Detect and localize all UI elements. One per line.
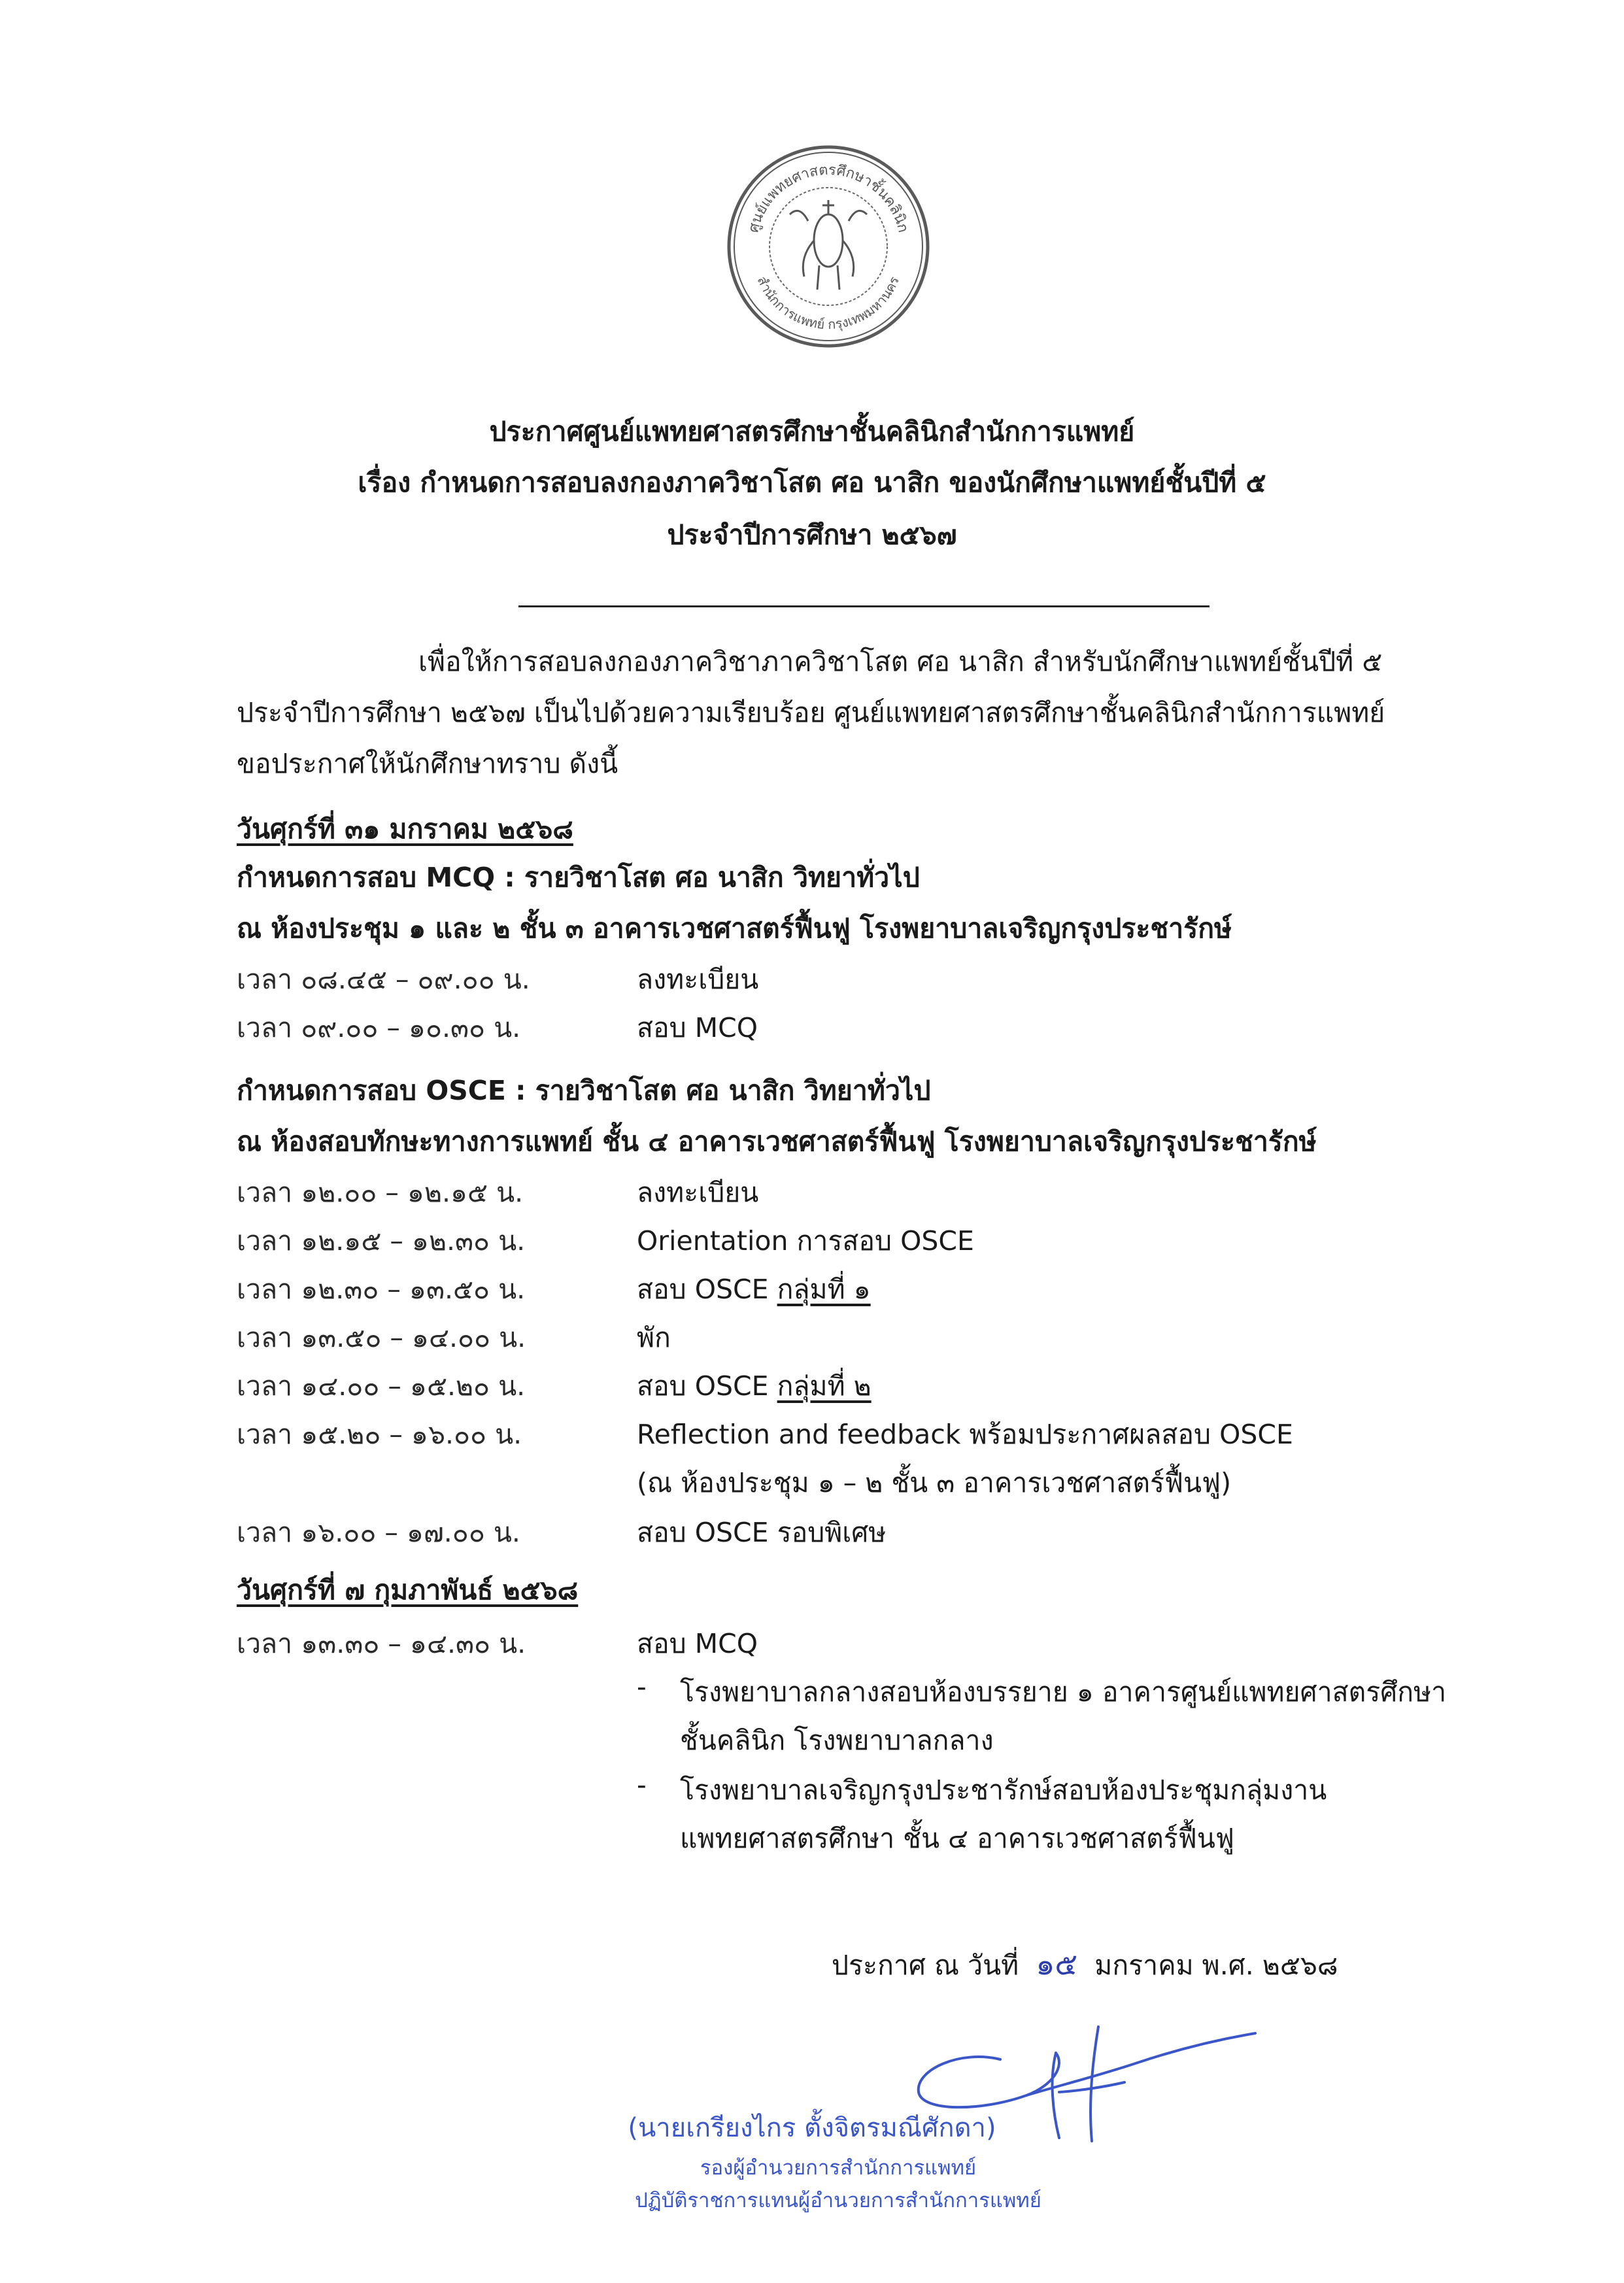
time-range: เวลา ๑๕.๒๐ – ๑๖.๐๐ น.	[237, 1419, 522, 1450]
schedule-row	[237, 1317, 1544, 1356]
announcement-subject: เรื่อง กำหนดการสอบลงกองภาควิชาโสต ศอ นาสิก ของนักศึกษาแพทย์ชั้นปีที่ ๕	[358, 467, 1266, 498]
svg-text:สำนักการแพทย์ กรุงเทพมหานคร: สำนักการแพทย์ กรุงเทพมหานคร	[754, 273, 903, 333]
activity: สอบ OSCE	[637, 1274, 769, 1305]
schedule-row	[237, 1623, 1544, 1662]
mcq-schedule-title: กำหนดการสอบ MCQ : รายวิชาโสต ศอ นาสิก วิทยาทั่วไป	[237, 862, 920, 893]
announcement-title: ประกาศศูนย์แพทยศาสตรศึกษาชั้นคลินิกสำนักการแพทย์	[489, 416, 1135, 447]
activity: สอบ OSCE	[637, 1370, 769, 1402]
seal-logo	[724, 143, 932, 350]
bullet-dash: -	[637, 1671, 647, 1702]
exam-group: กลุ่มที่ ๒	[777, 1370, 871, 1402]
intro-line-1: เพื่อให้การสอบลงกองภาควิชาภาควิชาโสต ศอ นาสิก สำหรับนักศึกษาแพทย์ชั้นปีที่ ๕	[418, 646, 1383, 677]
signer-name: (นายเกรียงไกร ตั้งจิตรมณีศักดา)	[628, 2113, 996, 2143]
time-range: เวลา ๑๖.๐๐ – ๑๗.๐๐ น.	[237, 1517, 520, 1548]
exam-site-line: โรงพยาบาลเจริญกรุงประชารักษ์สอบห้องประชุมกลุ่มงาน	[680, 1774, 1327, 1806]
activity: พัก	[637, 1322, 671, 1353]
exam-site-line: แพทยศาสตรศึกษา ชั้น ๔ อาคารเวชศาสตร์ฟื้นฟู	[680, 1823, 1234, 1854]
day1-date-heading: วันศุกร์ที่ ๓๑ มกราคม ๒๕๖๘	[237, 813, 573, 845]
exam-site-line: ชั้นคลินิก โรงพยาบาลกลาง	[680, 1725, 994, 1756]
exam-group: กลุ่มที่ ๑	[777, 1274, 871, 1305]
announcement-prefix: ประกาศ ณ วันที่	[832, 1950, 1019, 1981]
academic-year: ประจำปีการศึกษา ๒๕๖๗	[667, 519, 957, 550]
intro-line-2: ประจำปีการศึกษา ๒๕๖๗ เป็นไปด้วยความเรียบร้อย ศูนย์แพทยศาสตรศึกษาชั้นคลินิกสำนักการแพทย์	[237, 697, 1385, 728]
osce-location: ณ ห้องสอบทักษะทางการแพทย์ ชั้น ๔ อาคารเวชศาสตร์ฟื้นฟู โรงพยาบาลเจริญกรุงประชารักษ์	[237, 1126, 1317, 1157]
schedule-row	[237, 1365, 1544, 1404]
schedule-row	[237, 1220, 1544, 1259]
time-range: เวลา ๑๓.๕๐ – ๑๔.๐๐ น.	[237, 1322, 526, 1353]
time-range: เวลา ๑๒.๑๕ – ๑๒.๓๐ น.	[237, 1225, 526, 1257]
time-range: เวลา ๐๙.๐๐ – ๑๐.๓๐ น.	[237, 1012, 521, 1043]
activity-with-group	[637, 1365, 871, 1408]
schedule-row	[237, 1413, 1544, 1453]
day2-date-heading: วันศุกร์ที่ ๗ กุมภาพันธ์ ๒๕๖๘	[237, 1574, 579, 1606]
signer-acting-position: ปฏิบัติราชการแทนผู้อำนวยการสำนักการแพทย์	[635, 2189, 1041, 2212]
schedule-row	[237, 958, 1544, 998]
time-range: เวลา ๐๘.๔๕ – ๐๙.๐๐ น.	[237, 964, 530, 995]
time-range: เวลา ๑๒.๐๐ – ๑๒.๑๕ น.	[237, 1177, 524, 1208]
announcement-date	[832, 1940, 1338, 1988]
activity: สอบ MCQ	[637, 1012, 758, 1043]
schedule-row	[237, 1007, 1544, 1046]
activity-with-group	[637, 1268, 871, 1311]
header-divider	[518, 605, 1210, 607]
schedule-row	[237, 1268, 1544, 1308]
schedule-row	[237, 1512, 1544, 1551]
time-range: เวลา ๑๓.๓๐ – ๑๔.๓๐ น.	[237, 1628, 526, 1659]
exam-site-line: โรงพยาบาลกลางสอบห้องบรรยาย ๑ อาคารศูนย์แพทยศาสตรศึกษา	[680, 1676, 1447, 1708]
svg-text:ศูนย์แพทยศาสตรศึกษาชั้นคลินิก: ศูนย์แพทยศาสตรศึกษาชั้นคลินิก	[745, 161, 911, 235]
time-range: เวลา ๑๔.๐๐ – ๑๕.๒๐ น.	[237, 1370, 526, 1402]
mcq-location: ณ ห้องประชุม ๑ และ ๒ ชั้น ๓ อาคารเวชศาสตร์ฟื้นฟู โรงพยาบาลเจริญกรุงประชารักษ์	[237, 913, 1232, 944]
activity: สอบ MCQ	[637, 1628, 758, 1659]
handwritten-day: ๑๕	[1036, 1946, 1078, 1982]
activity: Reflection and feedback พร้อมประกาศผลสอบ OSCE	[637, 1419, 1293, 1450]
time-range: เวลา ๑๒.๓๐ – ๑๓.๕๐ น.	[237, 1274, 526, 1305]
announcement-suffix: มกราคม พ.ศ. ๒๕๖๘	[1094, 1950, 1338, 1981]
activity: ลงทะเบียน	[637, 964, 759, 995]
activity: ลงทะเบียน	[637, 1177, 759, 1208]
intro-line-3: ขอประกาศให้นักศึกษาทราบ ดังนี้	[237, 748, 618, 779]
schedule-row	[237, 1172, 1544, 1211]
activity: สอบ OSCE รอบพิเศษ	[637, 1517, 887, 1548]
activity: Orientation การสอบ OSCE	[637, 1225, 974, 1257]
osce-schedule-title: กำหนดการสอบ OSCE : รายวิชาโสต ศอ นาสิก วิทยาทั่วไป	[237, 1075, 931, 1106]
signer-position: รองผู้อำนวยการสำนักการแพทย์	[700, 2156, 977, 2180]
activity-note: (ณ ห้องประชุม ๑ – ๒ ชั้น ๓ อาคารเวชศาสตร์ฟื้นฟู)	[637, 1467, 1232, 1498]
bullet-dash: -	[637, 1769, 647, 1801]
